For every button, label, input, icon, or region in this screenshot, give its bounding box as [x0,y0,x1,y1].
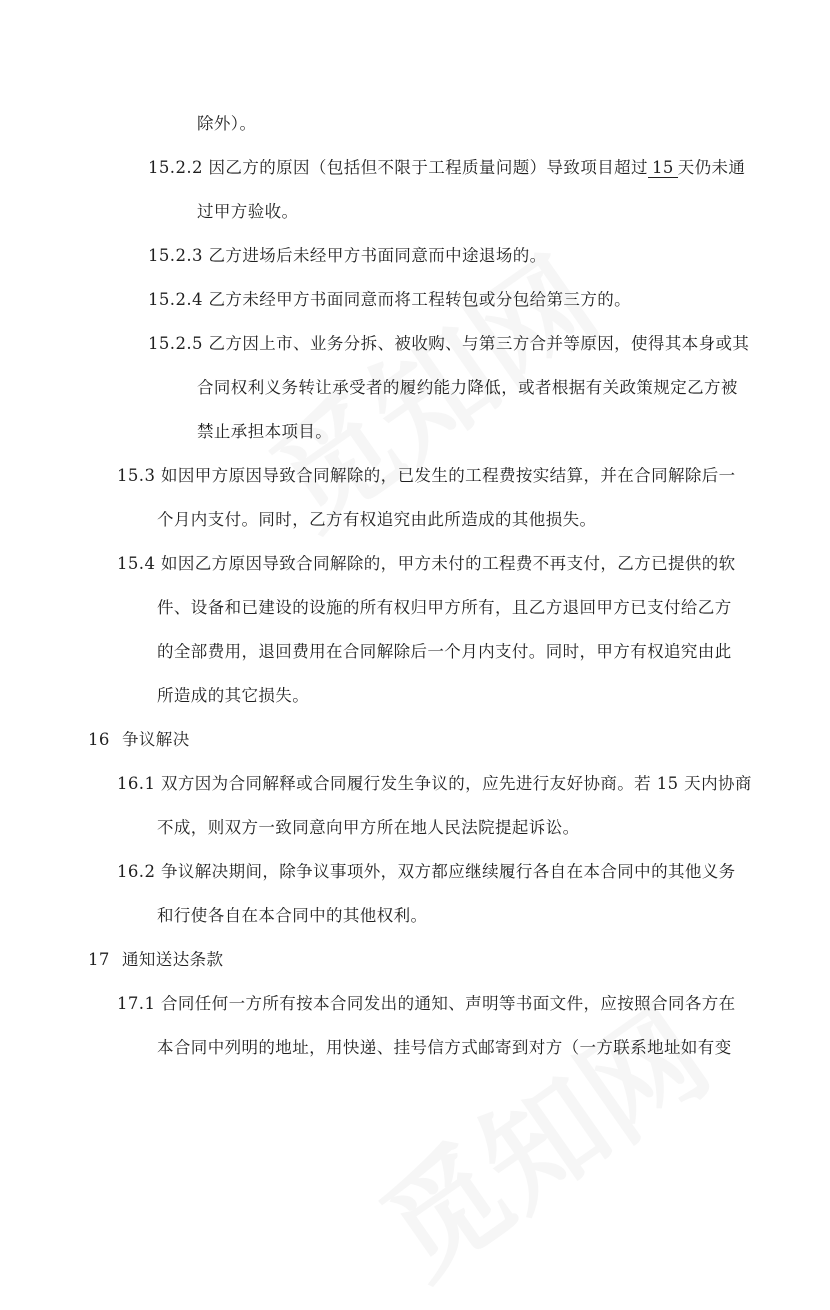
section-title: 争议解决 [122,730,190,749]
text-line: 和行使各自在本合同中的其他权利。 [157,906,428,925]
section-heading-17 [88,949,223,971]
section-heading-16 [88,729,190,751]
text-line: 禁止承担本项目。 [197,422,333,441]
clause-15-2-5: 15.2.5 乙方因上市、业务分拆、被收购、与第三方合并等原因，使得其本身或其 [148,334,750,353]
text-line: 过甲方验收。 [197,202,299,221]
text-line: 个月内支付。同时，乙方有权追究由此所造成的其他损失。 [157,510,597,529]
clause-15-2-3: 15.2.3 乙方进场后未经甲方书面同意而中途退场的。 [148,246,547,265]
text-line: 本合同中列明的地址，用快递、挂号信方式邮寄到对方（一方联系地址如有变 [157,1038,732,1057]
clause-text: 15.2.2 因乙方的原因（包括但不限于工程质量问题）导致项目超过 [148,158,648,177]
clause-17-1: 17.1 合同任何一方所有按本合同发出的通知、声明等书面文件，应按照合同各方在 [117,994,736,1013]
text-line: 合同权利义务转让承受者的履约能力降低，或者根据有关政策规定乙方被 [197,378,738,397]
clause-15-3: 15.3 如因甲方原因导致合同解除的，已发生的工程费按实结算，并在合同解除后一 [117,466,736,485]
underlined-days-value: 15 [648,159,678,178]
section-number: 17 [88,950,110,969]
text-line: 所造成的其它损失。 [157,686,310,705]
clause-16-2: 16.2 争议解决期间，除争议事项外，双方都应继续履行各自在本合同中的其他义务 [117,862,736,881]
text-line: 件、设备和已建设的设施的所有权归甲方所有，且乙方退回甲方已支付给乙方 [157,598,732,617]
text-line: 的全部费用，退回费用在合同解除后一个月内支付。同时，甲方有权追究由此 [157,642,732,661]
clause-15-2-2 [148,157,745,179]
clause-15-2-4: 15.2.4 乙方未经甲方书面同意而将工程转包或分包给第三方的。 [148,290,632,309]
section-title: 通知送达条款 [122,950,224,969]
clause-text: 天仍未通 [677,158,746,177]
section-number: 16 [88,730,110,749]
text-line: 不成，则双方一致同意向甲方所在地人民法院提起诉讼。 [157,818,580,837]
clause-16-1: 16.1 双方因为合同解释或合同履行发生争议的，应先进行友好协商。若 15 天内协商 [117,774,752,793]
text-line: 除外）。 [197,114,257,133]
clause-15-4: 15.4 如因乙方原因导致合同解除的，甲方未付的工程费不再支付，乙方已提供的软 [117,554,736,573]
